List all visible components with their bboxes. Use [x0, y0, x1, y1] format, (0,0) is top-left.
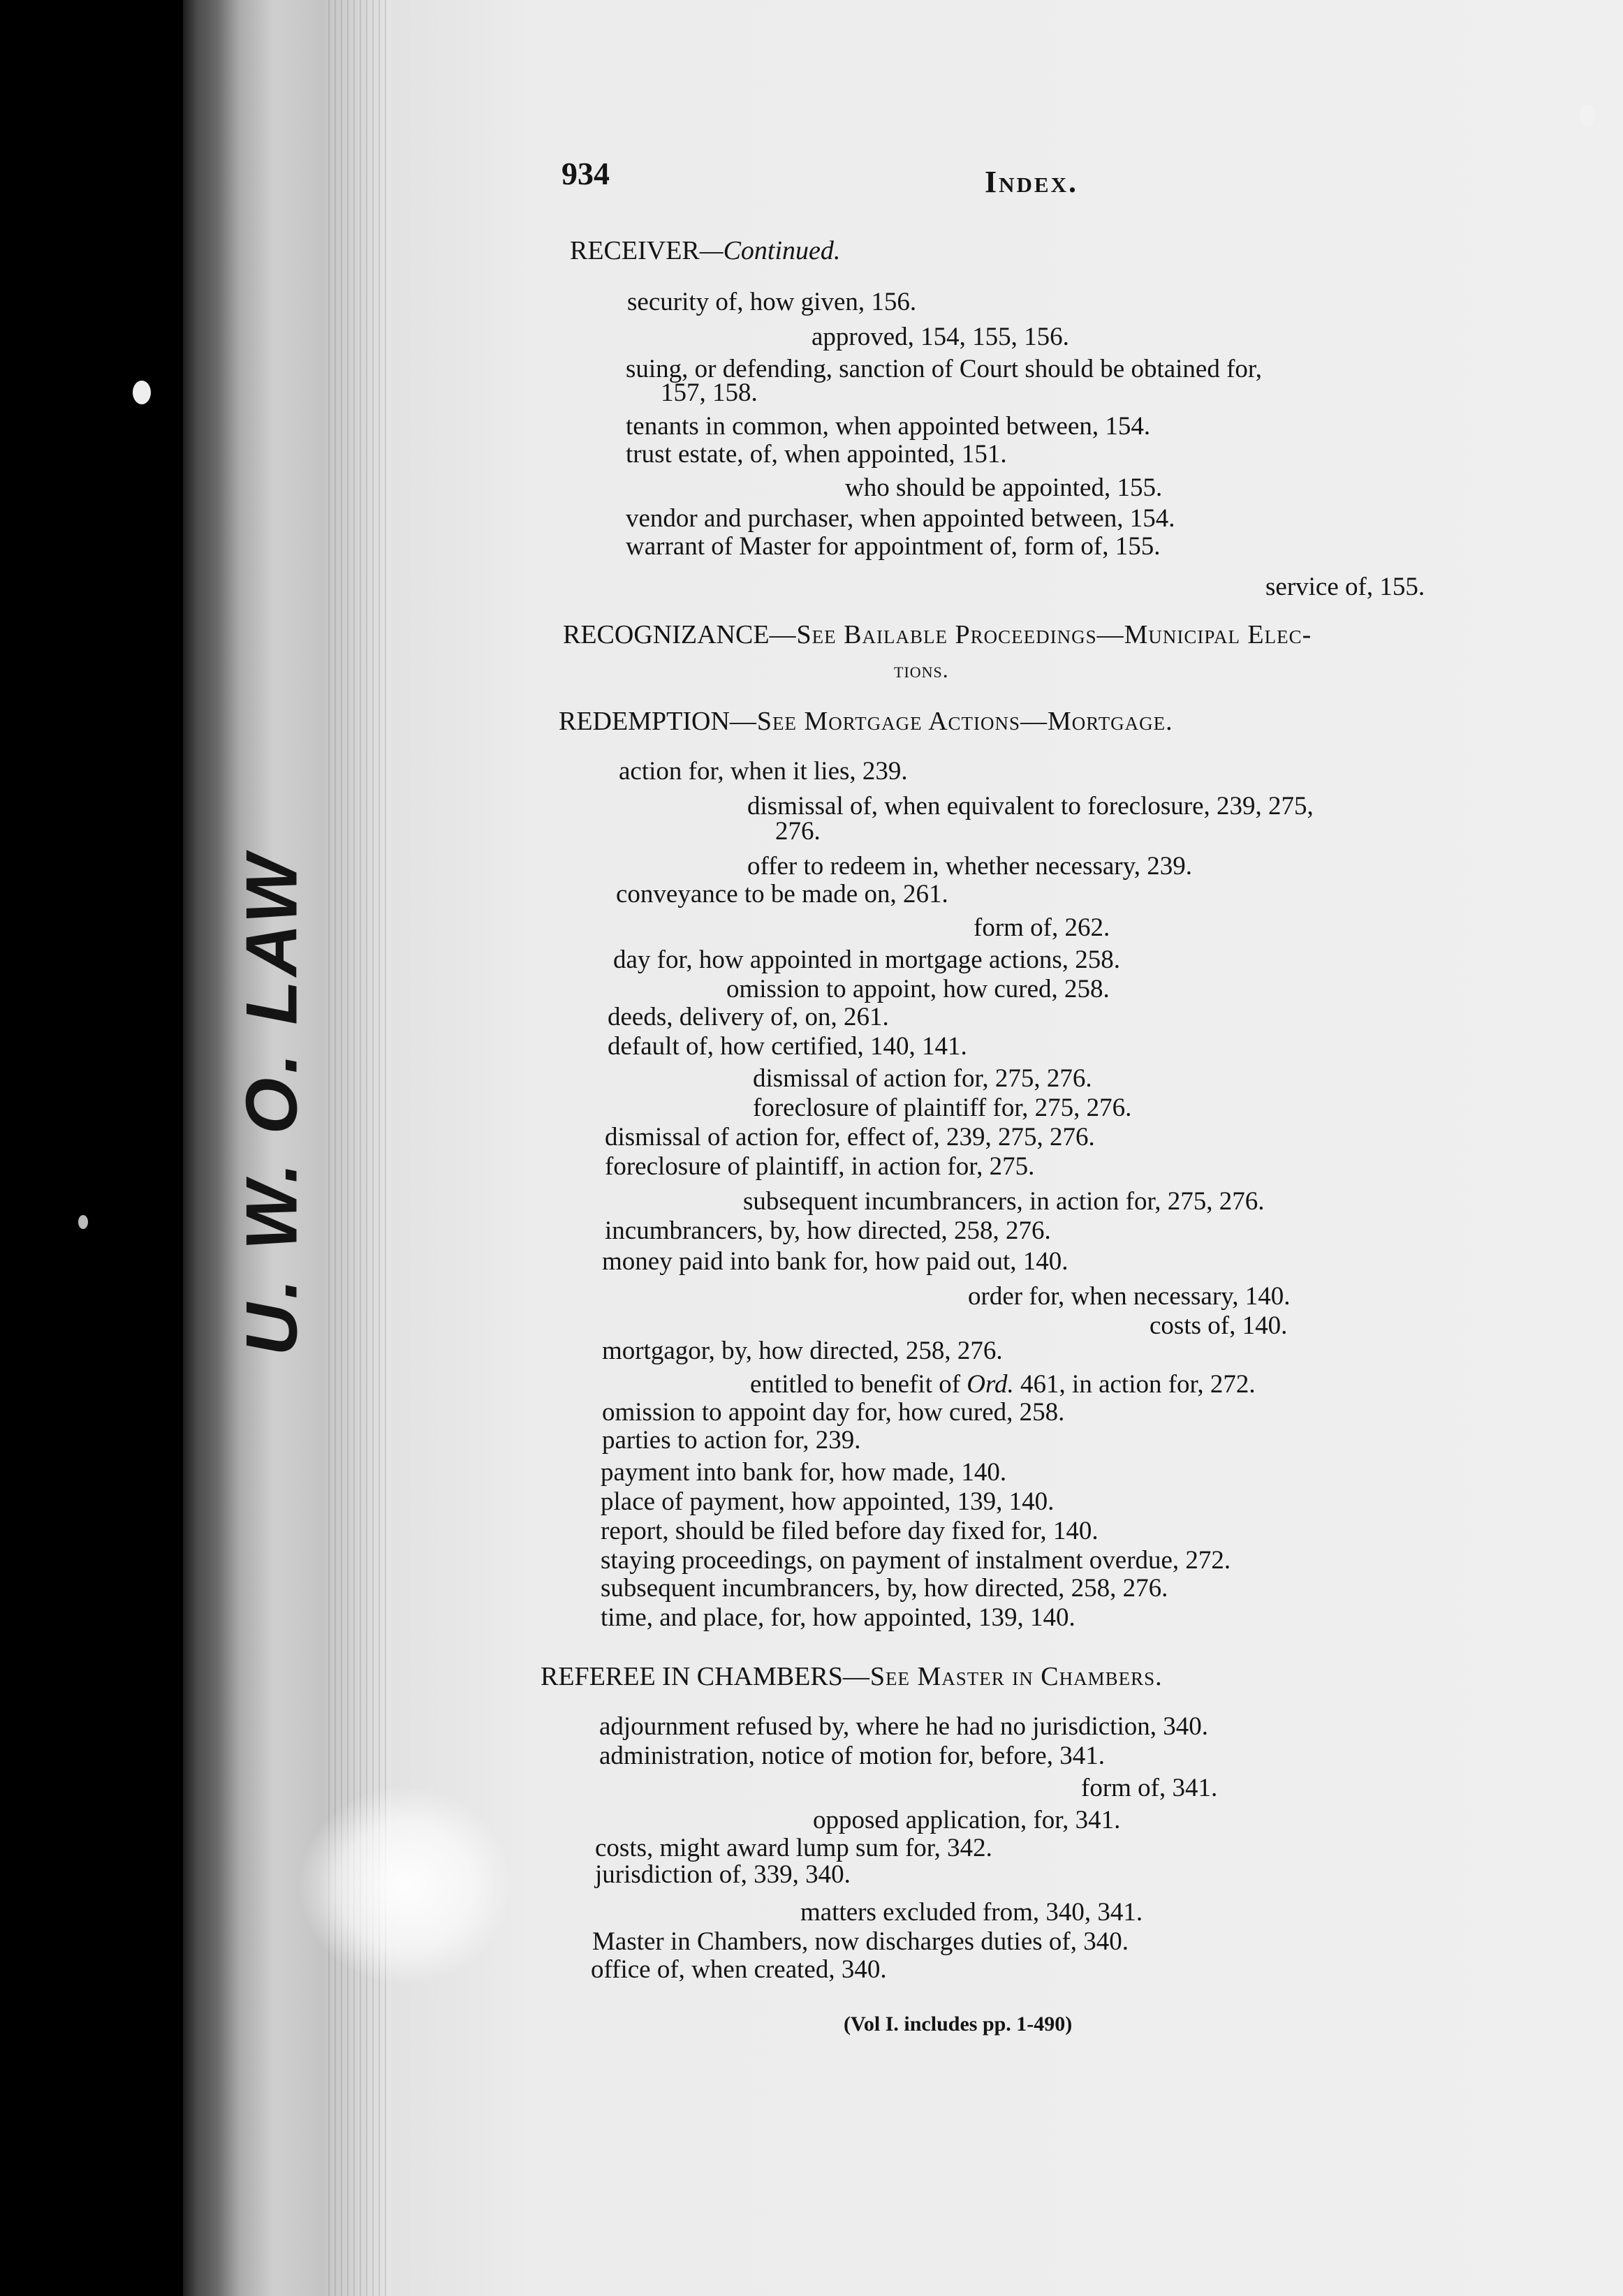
entry-heading-recognizance: RECOGNIZANCE—See Bailable Proceedings—Municipal Elec- [563, 620, 1312, 649]
index-line: payment into bank for, how made, 140. [601, 1458, 1007, 1487]
index-line: parties to action for, 239. [602, 1426, 861, 1455]
entry-heading-referee: REFEREE IN CHAMBERS—See Master in Chambers. [541, 1662, 1163, 1691]
index-line: suing, or defending, sanction of Court should be obtained for, [626, 355, 1263, 383]
index-line: costs, might award lump sum for, 342. [595, 1834, 992, 1862]
index-line: trust estate, of, when appointed, 151. [626, 440, 1007, 469]
index-line: tenants in common, when appointed between, 154. [626, 412, 1151, 441]
entry-heading-receiver: RECEIVER—Continued. [570, 236, 841, 265]
page-number: 934 [561, 156, 610, 191]
index-line: offer to redeem in, whether necessary, 239. [747, 852, 1192, 881]
running-head: Index. [985, 165, 1078, 199]
speck [133, 381, 151, 404]
index-line: order for, when necessary, 140. [968, 1282, 1291, 1311]
index-line: security of, how given, 156. [627, 288, 917, 316]
index-line: subsequent incumbrancers, by, how directed, 258, 276. [601, 1574, 1168, 1603]
index-line: office of, when created, 340. [591, 1955, 887, 1984]
index-line: who should be appointed, 155. [845, 473, 1163, 502]
index-line: jurisdiction of, 339, 340. [595, 1860, 851, 1889]
paper-smudge [300, 1788, 510, 1983]
index-line: warrant of Master for appointment of, form of, 155. [626, 532, 1161, 561]
index-line: foreclosure of plaintiff, in action for, 275. [605, 1152, 1035, 1181]
index-line: action for, when it lies, 239. [619, 757, 908, 786]
library-stamp: U. W. O. LAW [231, 851, 313, 1356]
index-line: day for, how appointed in mortgage actions, 258. [613, 945, 1121, 974]
index-line: 276. [775, 817, 821, 846]
entry-heading-redemption: REDEMPTION—See Mortgage Actions—Mortgage. [559, 707, 1173, 736]
index-line: costs of, 140. [1150, 1311, 1288, 1340]
index-line: dismissal of action for, 275, 276. [753, 1064, 1092, 1093]
speck [78, 1215, 88, 1229]
index-line: 157, 158. [661, 378, 758, 407]
index-line: subsequent incumbrancers, in action for, 275, 276. [743, 1187, 1265, 1216]
index-line: place of payment, how appointed, 139, 140. [601, 1487, 1055, 1516]
index-line: money paid into bank for, how paid out, 140. [602, 1247, 1068, 1276]
index-line: service of, 155. [1265, 573, 1425, 601]
index-line: form of, 262. [974, 913, 1110, 942]
index-line: report, should be filed before day fixed for, 140. [601, 1517, 1099, 1545]
index-line: tions. [894, 657, 949, 682]
index-line: opposed application, for, 341. [813, 1806, 1121, 1834]
index-line: dismissal of action for, effect of, 239, 275, 276. [605, 1123, 1095, 1151]
index-line: administration, notice of motion for, before, 341. [599, 1742, 1105, 1770]
index-line: dismissal of, when equivalent to foreclosure, 239, 275, [747, 792, 1314, 820]
index-line: vendor and purchaser, when appointed between, 154. [626, 504, 1175, 533]
index-line: matters excluded from, 340, 341. [800, 1898, 1143, 1927]
index-line: form of, 341. [1081, 1774, 1218, 1802]
index-line: incumbrancers, by, how directed, 258, 276. [605, 1216, 1051, 1245]
index-line: conveyance to be made on, 261. [616, 880, 948, 908]
index-line: Master in Chambers, now discharges duties of, 340. [592, 1927, 1129, 1956]
index-line: default of, how certified, 140, 141. [608, 1032, 967, 1061]
index-line: omission to appoint, how cured, 258. [726, 975, 1110, 1003]
index-line: deeds, delivery of, on, 261. [608, 1003, 889, 1031]
index-line: adjournment refused by, where he had no jurisdiction, 340. [599, 1712, 1209, 1741]
index-line: omission to appoint day for, how cured, 258. [602, 1398, 1065, 1427]
index-line: approved, 154, 155, 156. [812, 323, 1069, 351]
index-line: staying proceedings, on payment of instalment overdue, 272. [601, 1546, 1231, 1575]
index-line: mortgagor, by, how directed, 258, 276. [602, 1337, 1003, 1365]
speck [1580, 105, 1595, 126]
index-line: time, and place, for, how appointed, 139, 140. [601, 1603, 1075, 1632]
volume-footnote: (Vol I. includes pp. 1-490) [844, 2012, 1073, 2036]
index-line: foreclosure of plaintiff for, 275, 276. [753, 1094, 1132, 1122]
index-line: entitled to benefit of Ord. 461, in action for, 272. [750, 1370, 1256, 1399]
